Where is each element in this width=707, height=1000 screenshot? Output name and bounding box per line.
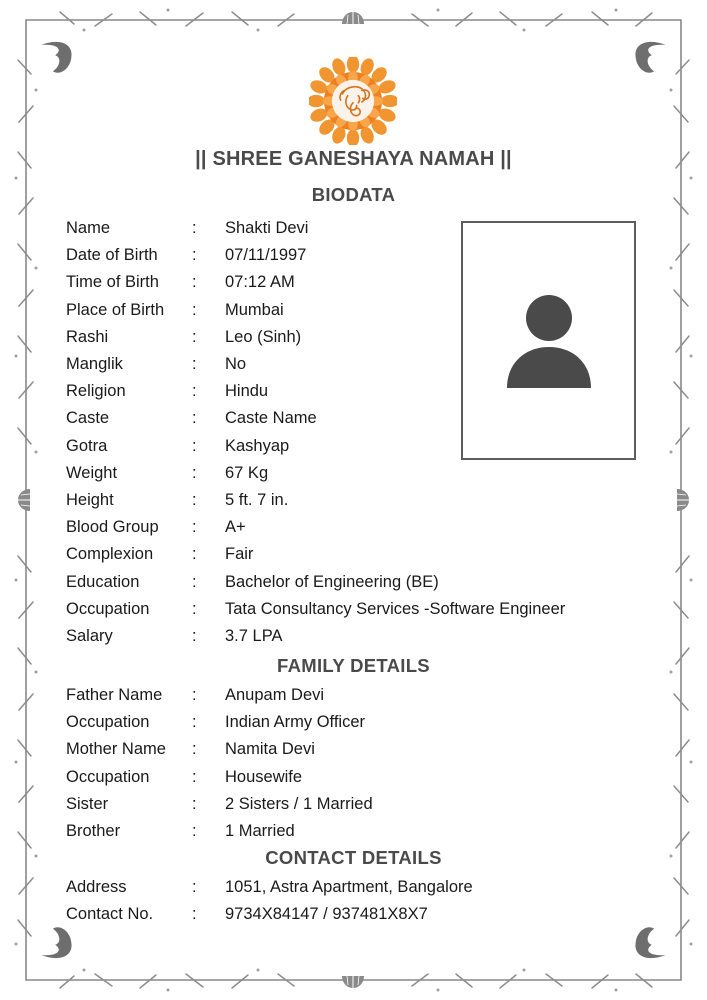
photo-placeholder-box xyxy=(461,221,636,460)
section-title-family: FAMILY DETAILS xyxy=(277,655,430,676)
detail-row-separator: : xyxy=(192,767,197,786)
detail-row-separator: : xyxy=(192,219,197,237)
detail-row-value: Tata Consultancy Services -Software Engineer xyxy=(225,599,566,618)
detail-row-label: Blood Group xyxy=(66,518,159,537)
detail-row-separator: : xyxy=(192,246,197,265)
detail-row-label: Occupation xyxy=(66,599,150,618)
detail-row-label: Brother xyxy=(66,822,121,840)
section-title-contact: CONTACT DETAILS xyxy=(265,847,442,868)
detail-row-label: Caste xyxy=(66,409,110,428)
detail-row-value: 3.7 LPA xyxy=(225,627,283,645)
detail-row xyxy=(66,623,282,650)
detail-row-label: Time of Birth xyxy=(66,273,159,292)
detail-row xyxy=(66,901,428,928)
detail-row xyxy=(66,242,306,269)
detail-row-separator: : xyxy=(192,518,197,537)
detail-row xyxy=(66,487,288,514)
detail-row-separator: : xyxy=(192,599,197,618)
ganesha-lotus-icon xyxy=(309,57,397,145)
detail-row-separator: : xyxy=(192,572,197,591)
detail-row-label: Height xyxy=(66,491,114,509)
detail-row-value: 07:12 AM xyxy=(225,273,295,292)
detail-row-label: Name xyxy=(66,219,111,237)
detail-row-value: Kashyap xyxy=(225,436,290,455)
detail-row-label: Father Name xyxy=(66,686,163,704)
detail-row xyxy=(66,818,295,845)
detail-row-label: Salary xyxy=(66,627,113,645)
detail-row-label: Place of Birth xyxy=(66,300,165,319)
detail-row-separator: : xyxy=(192,627,197,645)
detail-row-separator: : xyxy=(192,355,197,373)
detail-row-separator: : xyxy=(192,382,197,401)
detail-row-value: Leo (Sinh) xyxy=(225,327,302,346)
detail-row-label: Weight xyxy=(66,463,118,482)
detail-row xyxy=(66,378,268,405)
detail-row-separator: : xyxy=(192,327,197,346)
detail-row xyxy=(66,514,246,541)
detail-row-separator: : xyxy=(192,905,197,924)
detail-row xyxy=(66,297,284,324)
detail-row xyxy=(66,874,473,901)
detail-row-value: 07/11/1997 xyxy=(225,246,307,265)
detail-row-separator: : xyxy=(192,878,197,896)
detail-row-label: Education xyxy=(66,572,140,591)
detail-row xyxy=(66,351,246,378)
detail-row-value: Mumbai xyxy=(225,300,284,319)
detail-row xyxy=(66,460,268,487)
detail-row-value: A+ xyxy=(225,518,246,537)
detail-row-value: Fair xyxy=(225,545,254,564)
detail-row-separator: : xyxy=(192,822,197,840)
detail-row-value: Bachelor of Engineering (BE) xyxy=(225,572,439,591)
detail-row-label: Rashi xyxy=(66,327,109,346)
detail-row-label: Sister xyxy=(66,794,109,813)
detail-row-value: 1 Married xyxy=(225,822,295,840)
detail-row-label: Mother Name xyxy=(66,740,166,759)
detail-row-label: Religion xyxy=(66,382,126,401)
detail-row xyxy=(66,709,365,736)
detail-row-separator: : xyxy=(192,300,197,319)
detail-row-separator: : xyxy=(192,463,197,482)
detail-row-separator: : xyxy=(192,545,197,564)
detail-row-value: Shakti Devi xyxy=(225,219,309,237)
detail-row xyxy=(66,791,373,818)
detail-row-value: Hindu xyxy=(225,382,269,401)
detail-row-value: Anupam Devi xyxy=(225,686,325,704)
detail-row xyxy=(66,596,565,623)
detail-row xyxy=(66,569,439,596)
person-placeholder-icon xyxy=(503,294,595,388)
detail-row-separator: : xyxy=(192,686,197,704)
detail-row-value: 67 Kg xyxy=(225,463,269,482)
detail-row-separator: : xyxy=(192,273,197,292)
detail-row-label: Complexion xyxy=(66,545,154,564)
detail-row-value: Indian Army Officer xyxy=(225,713,366,732)
detail-row-separator: : xyxy=(192,740,197,759)
detail-row xyxy=(66,682,324,709)
detail-row xyxy=(66,324,301,351)
detail-row-label: Address xyxy=(66,878,127,896)
detail-row-separator: : xyxy=(192,713,197,732)
detail-row-separator: : xyxy=(192,409,197,428)
detail-row-label: Occupation xyxy=(66,767,150,786)
detail-row-separator: : xyxy=(192,436,197,455)
section-title-biodata: BIODATA xyxy=(311,184,396,205)
detail-row-label: Occupation xyxy=(66,713,150,732)
detail-row-label: Contact No. xyxy=(66,905,154,924)
detail-row-value: No xyxy=(225,355,247,373)
detail-row-label: Gotra xyxy=(66,436,108,455)
detail-row-separator: : xyxy=(192,794,197,813)
detail-row-value: Housewife xyxy=(225,767,303,786)
detail-row xyxy=(66,736,315,763)
detail-row-value: 5 ft. 7 in. xyxy=(225,491,289,509)
detail-row-value: Namita Devi xyxy=(225,740,315,759)
detail-row xyxy=(66,764,302,791)
detail-row xyxy=(66,433,289,460)
detail-row xyxy=(66,269,295,296)
detail-row-separator: : xyxy=(192,491,197,509)
mantra-text: || SHREE GANESHAYA NAMAH || xyxy=(195,148,512,170)
detail-row-value: 2 Sisters / 1 Married xyxy=(225,794,373,813)
detail-row-value: 9734X84147 / 937481X8X7 xyxy=(225,905,428,924)
detail-row-label: Date of Birth xyxy=(66,246,158,265)
detail-row-value: Caste Name xyxy=(225,409,317,428)
detail-row-value: 1051, Astra Apartment, Bangalore xyxy=(225,878,473,896)
detail-row xyxy=(66,215,308,242)
detail-row xyxy=(66,405,317,432)
detail-row xyxy=(66,541,253,568)
detail-row-label: Manglik xyxy=(66,355,123,373)
